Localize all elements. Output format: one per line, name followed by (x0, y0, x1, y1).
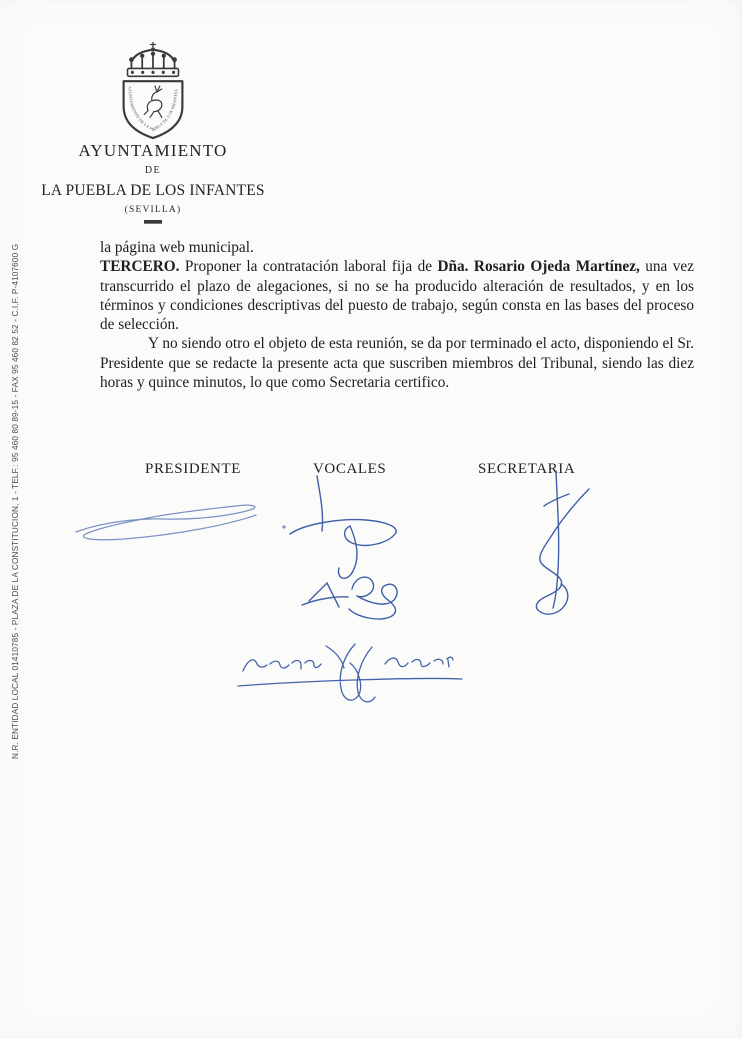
deer-figure (144, 86, 162, 117)
vocal-signature-2 (238, 644, 462, 702)
intro-line: la página web municipal. (100, 239, 254, 256)
president-title: PRESIDENTE (145, 461, 241, 477)
vocals-title: VOCALES (313, 461, 387, 477)
letterhead (38, 42, 268, 224)
president-signature (76, 505, 286, 540)
organization-name: AYUNTAMIENTO (78, 141, 228, 160)
margin-registry-note: N.R. ENTIDAD LOCAL 01410785 - PLAZA DE LA CONSTITUCION, 1 - TELF.: 95 460 80 89-15 - FAX 95 460 82 52 - C.I.F. P-4107600 G (11, 243, 20, 759)
tercero-text-2: una vez transcurrido el plazo de alegaciones, si no se ha producido alteración de resultados, y en los términos y condiciones descriptivas del puesto de trabajo, según consta en las bases del proceso de selección. (100, 258, 694, 334)
shield-icon (124, 81, 183, 138)
tercero-label: TERCERO. (100, 258, 180, 276)
organization-of: DE (144, 165, 162, 176)
secretary-title: SECRETARIA (478, 461, 576, 477)
document-body (100, 238, 694, 392)
letterhead-rule (144, 220, 162, 224)
tercero-text-1: Proponer la contratación laboral fija de (179, 258, 438, 276)
secretary-signature (536, 471, 589, 614)
tercero-paragraph (100, 257, 694, 334)
vocal-signature-1 (290, 476, 397, 619)
closing-paragraph: Y no siendo otro el objeto de esta reunión, se da por terminado el acto, disponiendo el Sr. Presidente que se redacte la presente acta que suscriben miembros del Tribunal, siendo las diez horas y quince minutos, lo que como Secretaria certifico. (100, 335, 694, 392)
province-name: (SEVILLA) (124, 205, 182, 215)
municipality-name: LA PUEBLA DE LOS INFANTES (41, 182, 265, 199)
coat-of-arms (120, 42, 186, 140)
crown-icon (128, 42, 179, 76)
shield-inscription: AYUNTAMIENTO DE LA PUEBLA DE LOS INFANTES (127, 86, 179, 133)
tercero-name: Dña. Rosario Ojeda Martínez, (437, 258, 640, 276)
